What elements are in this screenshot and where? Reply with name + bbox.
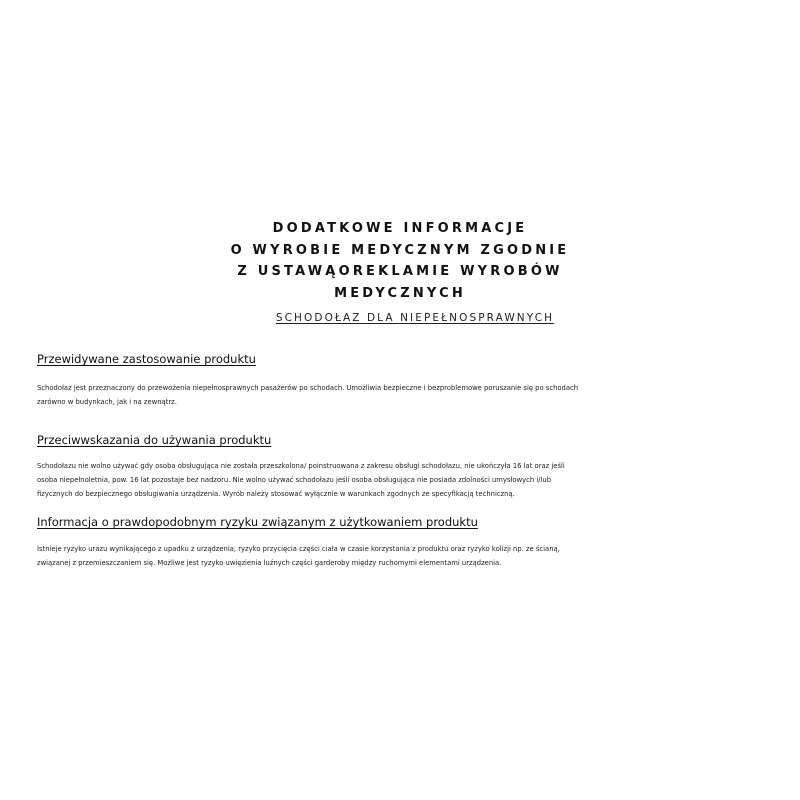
section-body (37, 459, 797, 501)
body-line: zarówno w budynkach, jak i na zewnątrz. (37, 398, 177, 406)
section-heading: Przewidywane zastosowanie produktu (37, 352, 256, 366)
subtitle-text: SCHODOŁAZ DLA NIEPEŁNOSPRAWNYCH (275, 312, 555, 324)
section-body (37, 542, 797, 570)
section-heading: Informacja o prawdopodobnym ryzyku związanym z użytkowaniem produktu (37, 515, 478, 529)
body-line: związanej z przemieszczaniem się. Możliwe jest ryzyko uwięzienia luźnych części garderoby między ruchomymi elementami urządzenia. (37, 559, 502, 567)
section-heading: Przeciwwskazania do używania produktu (37, 433, 272, 447)
body-line: osoba niepełnoletnia, pow. 16 lat pozostaje bez nadzoru. Nie wolno używać schodołazu jeśli osoba obsługująca nie posiada zdolności umysłowych i/lub (37, 476, 552, 484)
body-line: Schodołaz jest przeznaczony do przewożenia niepełnosprawnych pasażerów po schodach. Umożliwia bezpieczne i bezproblemowe poruszanie się po schodach (37, 384, 579, 392)
section-contraindications (37, 433, 797, 501)
section-intended-use (37, 352, 797, 409)
title-line: MEDYCZNYCH (334, 285, 466, 301)
section-body (37, 381, 797, 409)
section-risk-information (37, 515, 797, 570)
body-line: Schodołazu nie wolno używać gdy osoba obsługująca nie została przeszkolona/ poinstruowana z zakresu obsługi schodołazu, nie ukończyła 16 lat oraz jeśli (37, 462, 565, 470)
title-line: DODATKOWE INFORMACJE (272, 221, 528, 236)
body-line: Istnieje ryzyko urazu wynikającego z upadku z urządzenia, ryzyko przycięcia części ciała w czasie korzystania z produktu oraz ryzyko kolizji np. ze ścianą, (37, 545, 560, 553)
body-line: fizycznych do bezpiecznego obsługiwania urządzenia. Wyrób należy stosować wyłącznie w warunkach zgodnych ze specyfikacją techniczną. (37, 490, 515, 498)
document-title (0, 218, 800, 304)
document-subtitle (0, 312, 800, 324)
title-line: Z USTAWĄOREKLAMIE WYROBÓW (237, 264, 563, 279)
title-line: O WYROBIE MEDYCZNYM ZGODNIE (230, 242, 570, 258)
